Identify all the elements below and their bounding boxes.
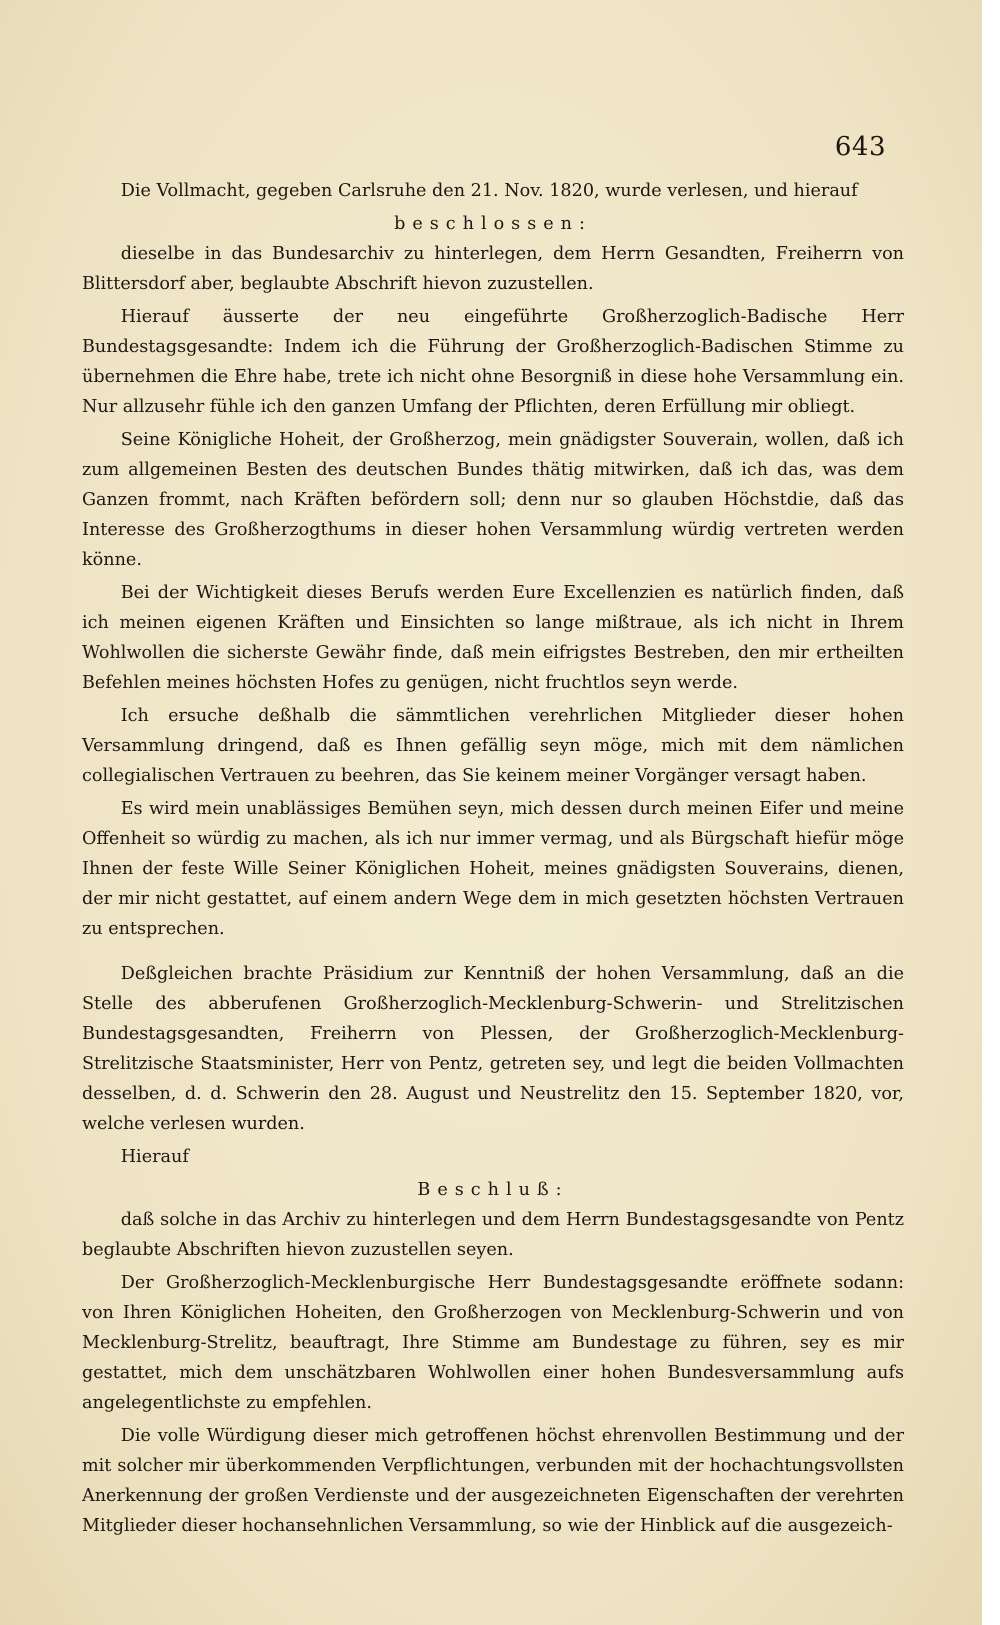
resolution-heading: Beschluß: (417, 1180, 569, 1200)
paragraph: Die volle Würdigung dieser mich getroffenen höchst ehrenvollen Bestimmung und der mit solcher mir überkommenden Verpflichtungen, verbunden mit der hochachtungsvollsten Anerkennung der großen Verdienste und der ausgezeichneten Eigenschaften der verehrten Mitglieder dieser hochansehnlichen Versammlung, so wie der Hinblick auf die ausgezeich- (82, 1426, 904, 1536)
scan-margin (982, 0, 1000, 1625)
paragraph: Hierauf (120, 1147, 189, 1167)
paragraph: Die Vollmacht, gegeben Carlsruhe den 21. Nov. 1820, wurde verlesen, und hierauf (120, 181, 858, 201)
paragraph: Der Großherzoglich-Mecklenburgische Herr Bundestagsgesandte eröffnete sodann: von Ihren Königlichen Hoheiten, den Großherzogen von Mecklenburg-Schwerin und von Mecklenburg-Strelitz, beauftragt, Ihre Stimme am Bundestage zu führen, sey es mir gestattet, mich dem unschätzbaren Wohlwollen einer hohen Bundesversammlung aufs angelegentlichste zu empfehlen. (82, 1273, 904, 1413)
paragraph: dieselbe in das Bundesarchiv zu hinterlegen, dem Herrn Gesandten, Freiherrn von Blittersdorf aber, beglaubte Abschrift hievon zuzustellen. (82, 244, 904, 294)
resolution-heading: beschlossen: (394, 214, 592, 234)
paragraph: daß solche in das Archiv zu hinterlegen und dem Herrn Bundestagsgesandte von Pentz beglaubte Abschriften hievon zuzustellen seyen. (82, 1210, 904, 1260)
paragraph: Bei der Wichtigkeit dieses Berufs werden Eure Excellenzien es natürlich finden, daß ich meinen eigenen Kräften und Einsichten so lange mißtraue, als ich nicht in Ihrem Wohlwollen die sicherste Gewähr finde, daß mein eifrigstes Bestreben, den mir ertheilten Befehlen meines höchsten Hofes zu genügen, nicht fruchtlos seyn werde. (82, 583, 904, 693)
paragraph: Deßgleichen brachte Präsidium zur Kenntniß der hohen Versammlung, daß an die Stelle des abberufenen Großherzoglich-Mecklenburg-Schwerin- und Strelitzischen Bundestagsgesandten, Freiherrn von Plessen, der Großherzoglich-Mecklenburg-Strelitzische Staatsminister, Herr von Pentz, getreten sey, und legt die beiden Vollmachten desselben, d. d. Schwerin den 28. August und Neustrelitz den 15. September 1820, vor, welche verlesen wurden. (82, 964, 904, 1134)
paragraph: Seine Königliche Hoheit, der Großherzog, mein gnädigster Souverain, wollen, daß ich zum allgemeinen Besten des deutschen Bundes thätig mitwirken, daß ich das, was dem Ganzen frommt, nach Kräften befördern soll; denn nur so glauben Höchstdie, daß das Interesse des Großherzogthums in dieser hohen Versammlung würdig vertreten werden könne. (82, 430, 904, 570)
paragraph: Es wird mein unablässiges Bemühen seyn, mich dessen durch meinen Eifer und meine Offenheit so würdig zu machen, als ich nur immer vermag, und als Bürgschaft hiefür möge Ihnen der feste Wille Seiner Königlichen Hoheit, meines gnädigsten Souverains, dienen, der mir nicht gestattet, auf einem andern Wege dem in mich gesetzten höchsten Vertrauen zu entsprechen. (82, 799, 904, 939)
paragraph: Hierauf äusserte der neu eingeführte Großherzoglich-Badische Herr Bundestagsgesandte: Indem ich die Führung der Großherzoglich-Badischen Stimme zu übernehmen die Ehre habe, trete ich nicht ohne Besorgniß in diese hohe Versammlung ein. Nur allzusehr fühle ich den ganzen Umfang der Pflichten, deren Erfüllung mir obliegt. (82, 307, 904, 417)
page-number: 643 (834, 132, 886, 162)
section-gap (82, 947, 904, 959)
paragraph: Ich ersuche deßhalb die sämmtlichen verehrlichen Mitglieder dieser hohen Versammlung dringend, daß es Ihnen gefällig seyn möge, mich mit dem nämlichen collegialischen Vertrauen zu beehren, das Sie keinem meiner Vorgänger versagt haben. (82, 706, 904, 786)
body-text (82, 176, 904, 1544)
